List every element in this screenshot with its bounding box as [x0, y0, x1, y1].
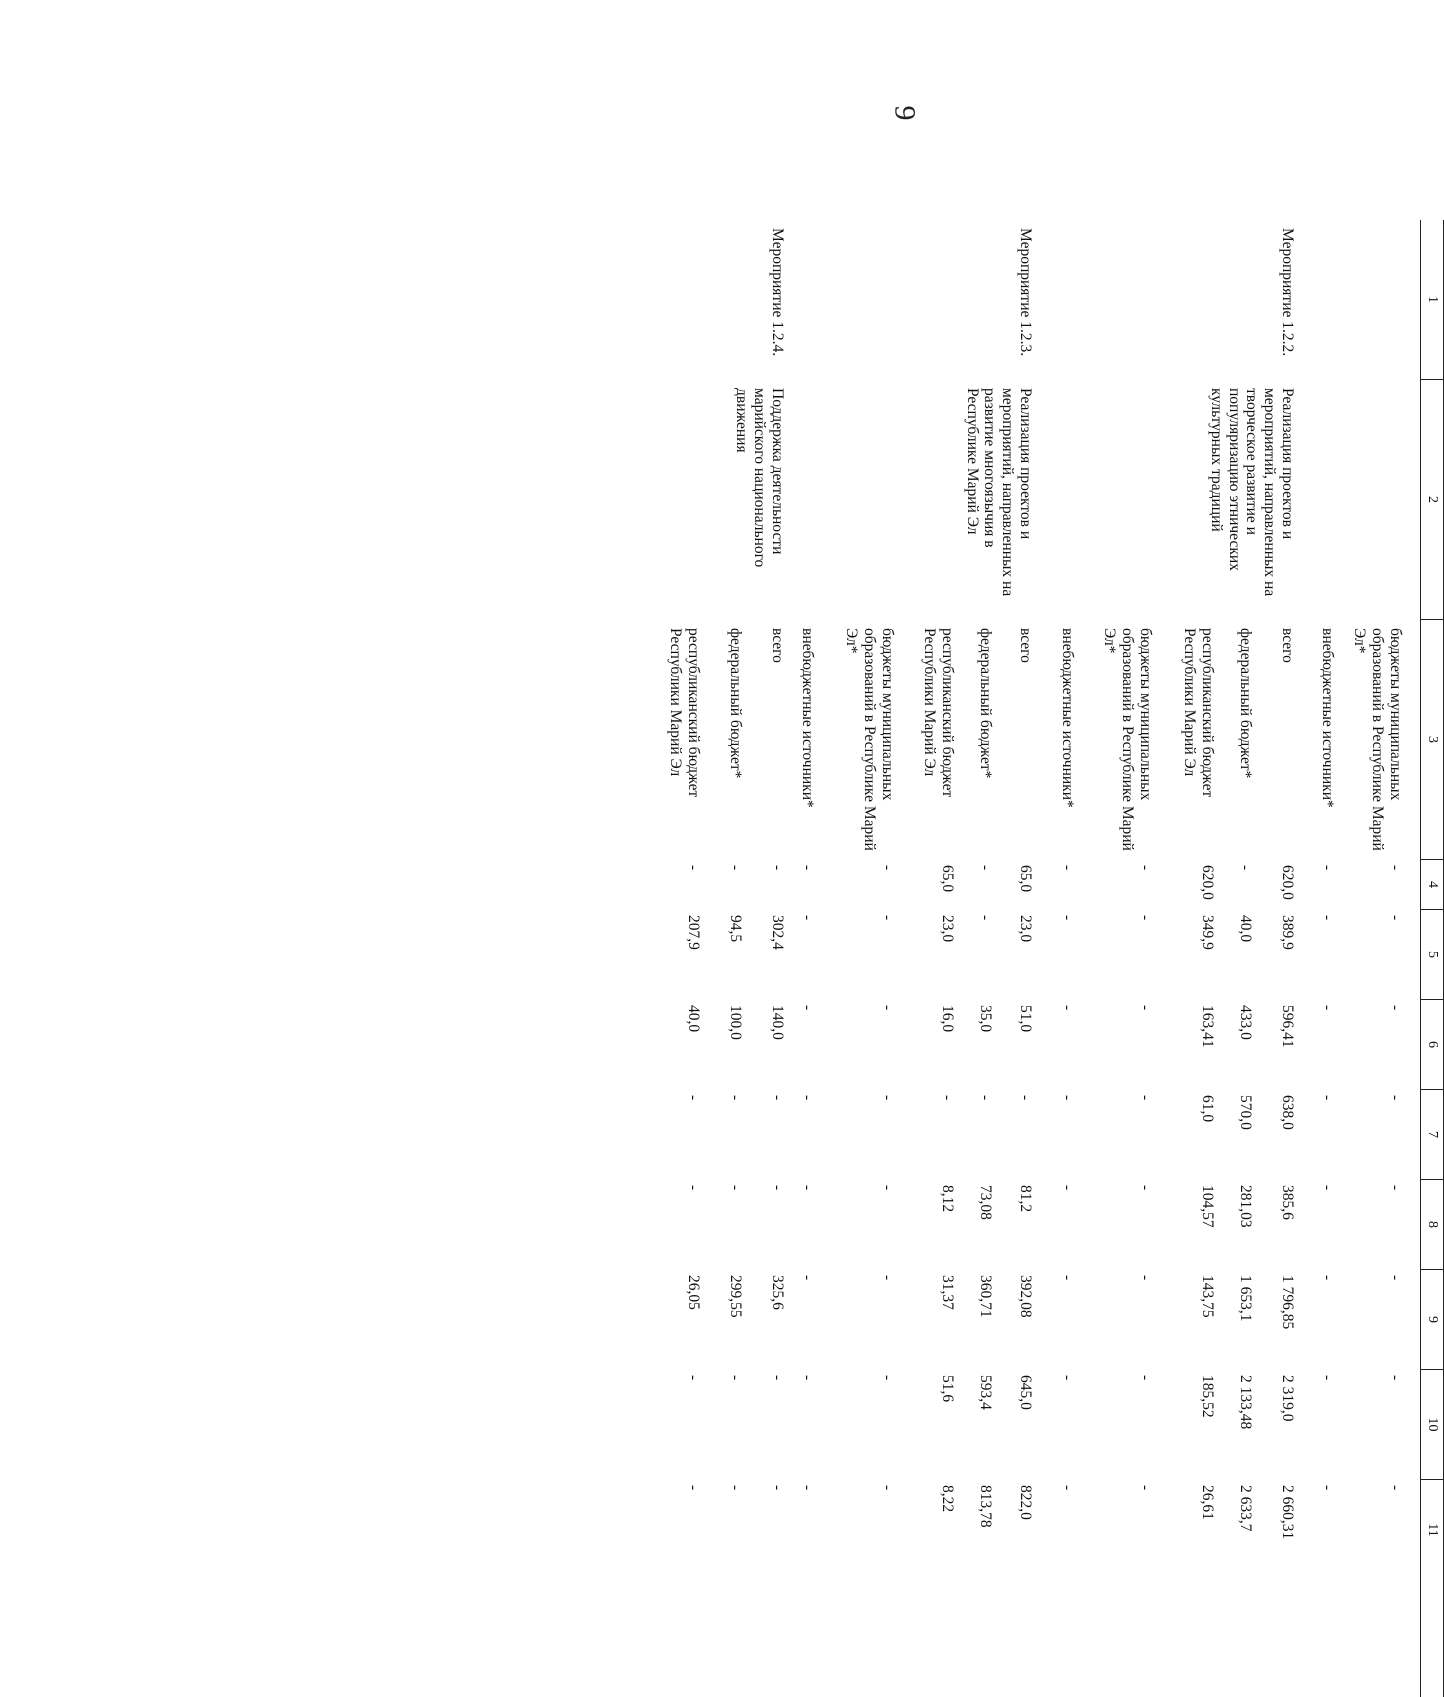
value-cell: 207,9 — [685, 915, 702, 950]
value-cell: 140,0 — [769, 1005, 786, 1040]
value-cell: 73,08 — [977, 1185, 994, 1220]
row-funding-source: внебюджетные источники* — [1319, 628, 1336, 808]
value-cell: - — [1319, 1275, 1336, 1281]
value-cell: - — [769, 865, 786, 871]
row-funding-source: всего — [769, 628, 786, 663]
value-cell: 620,0 — [1199, 865, 1216, 900]
row-funding-source: внебюджетные источники* — [1059, 628, 1076, 808]
value-cell: - — [1319, 915, 1336, 921]
value-cell: - — [769, 1095, 786, 1101]
value-cell: - — [685, 865, 702, 871]
row-activity-name: Реализация проектов и мероприятий, направленных на творческое развитие и популяризацию этнических культурных традиций — [1207, 388, 1296, 601]
value-cell: - — [879, 1185, 896, 1191]
value-cell: - — [799, 915, 816, 921]
row-funding-source: федеральный бюджет* — [727, 628, 744, 779]
value-cell: - — [1059, 1375, 1076, 1381]
value-cell: - — [1137, 1095, 1154, 1101]
column-header-7: 7 — [1421, 1090, 1443, 1180]
value-cell: 26,05 — [685, 1275, 702, 1310]
value-cell: 2 319,0 — [1279, 1375, 1296, 1422]
value-cell: - — [1137, 1185, 1154, 1191]
column-header-9: 9 — [1421, 1270, 1443, 1370]
row-funding-source: бюджеты муниципальных образований в Республике Марий Эл* — [1101, 628, 1154, 855]
value-cell: 51,0 — [1017, 1005, 1034, 1033]
rotated-table-stage — [554, 220, 1444, 1697]
page-number: 9 — [888, 105, 922, 121]
value-cell: 2 633,7 — [1237, 1485, 1254, 1532]
value-cell: 94,5 — [727, 915, 744, 943]
value-cell: - — [799, 865, 816, 871]
value-cell: - — [939, 1095, 956, 1101]
value-cell: - — [727, 1185, 744, 1191]
value-cell: 281,03 — [1237, 1185, 1254, 1228]
column-header-5: 5 — [1421, 910, 1443, 1000]
column-header-11: 11 — [1425, 1523, 1441, 1537]
value-cell: - — [1319, 1095, 1336, 1101]
column-header-1: 1 — [1421, 220, 1443, 380]
value-cell: - — [1137, 915, 1154, 921]
value-cell: 638,0 — [1279, 1095, 1296, 1130]
value-cell: 349,9 — [1199, 915, 1216, 950]
row-funding-source: всего — [1279, 628, 1296, 663]
value-cell: 596,41 — [1279, 1005, 1296, 1048]
value-cell: - — [769, 1185, 786, 1191]
value-cell: - — [1137, 1005, 1154, 1011]
value-cell: - — [1387, 1185, 1404, 1191]
value-cell: 2 133,48 — [1237, 1375, 1254, 1430]
value-cell: - — [1017, 1095, 1034, 1101]
column-header-6: 6 — [1421, 1000, 1443, 1090]
value-cell: 100,0 — [727, 1005, 744, 1040]
value-cell: 433,0 — [1237, 1005, 1254, 1040]
value-cell: 23,0 — [1017, 915, 1034, 943]
row-activity-name: Поддержка деятельности марийского национального движения — [733, 388, 786, 572]
value-cell: 51,6 — [939, 1375, 956, 1403]
value-cell: 16,0 — [939, 1005, 956, 1033]
value-cell: - — [799, 1485, 816, 1491]
value-cell: 325,6 — [769, 1275, 786, 1310]
value-cell: 1 653,1 — [1237, 1275, 1254, 1322]
row-funding-source: внебюджетные источники* — [799, 628, 816, 808]
value-cell: - — [769, 1375, 786, 1381]
row-activity-code: Мероприятие 1.2.3. — [1017, 228, 1034, 357]
value-cell: - — [879, 1005, 896, 1011]
value-cell: - — [977, 915, 994, 921]
value-cell: 299,55 — [727, 1275, 744, 1318]
value-cell: 8,12 — [939, 1185, 956, 1213]
row-funding-source: республиканский бюджет Республики Марий Эл — [1181, 628, 1216, 802]
value-cell: 302,4 — [769, 915, 786, 950]
value-cell: - — [727, 1375, 744, 1381]
value-cell: - — [1319, 1005, 1336, 1011]
value-cell: 8,22 — [939, 1485, 956, 1513]
value-cell: - — [727, 865, 744, 871]
value-cell: - — [799, 1375, 816, 1381]
value-cell: - — [977, 1095, 994, 1101]
value-cell: 40,0 — [685, 1005, 702, 1033]
value-cell: - — [1387, 1095, 1404, 1101]
value-cell: 31,37 — [939, 1275, 956, 1310]
value-cell: - — [685, 1485, 702, 1491]
column-header-3: 3 — [1421, 620, 1443, 860]
value-cell: 385,6 — [1279, 1185, 1296, 1220]
value-cell: - — [1137, 1375, 1154, 1381]
row-funding-source: республиканский бюджет Республики Марий Эл — [921, 628, 956, 802]
value-cell: - — [1387, 1375, 1404, 1381]
value-cell: - — [1137, 1275, 1154, 1281]
value-cell: 360,71 — [977, 1275, 994, 1318]
value-cell: 61,0 — [1199, 1095, 1216, 1123]
value-cell: - — [769, 1485, 786, 1491]
value-cell: 1 796,85 — [1279, 1275, 1296, 1330]
value-cell: 81,2 — [1017, 1185, 1034, 1213]
value-cell: - — [879, 865, 896, 871]
value-cell: - — [727, 1095, 744, 1101]
value-cell: - — [685, 1375, 702, 1381]
value-cell: - — [685, 1095, 702, 1101]
value-cell: - — [1237, 865, 1254, 871]
value-cell: - — [1387, 1485, 1404, 1491]
row-funding-source: федеральный бюджет* — [977, 628, 994, 779]
value-cell: - — [1137, 1485, 1154, 1491]
value-cell: - — [879, 1275, 896, 1281]
column-header-2: 2 — [1421, 380, 1443, 620]
value-cell: - — [1319, 865, 1336, 871]
value-cell: - — [1319, 1185, 1336, 1191]
value-cell: - — [879, 1375, 896, 1381]
value-cell: - — [977, 865, 994, 871]
value-cell: 645,0 — [1017, 1375, 1034, 1410]
column-header-4: 4 — [1421, 860, 1443, 910]
value-cell: 26,61 — [1199, 1485, 1216, 1520]
row-activity-name: Реализация проектов и мероприятий, направленных на развитие многоязычия в Республике Марий Эл — [963, 388, 1034, 601]
value-cell: - — [727, 1485, 744, 1491]
value-cell: 2 660,31 — [1279, 1485, 1296, 1540]
row-activity-code: Мероприятие 1.2.4. — [769, 228, 786, 357]
row-funding-source: всего — [1017, 628, 1034, 663]
row-activity-code: Мероприятие 1.2.2. — [1279, 228, 1296, 357]
value-cell: - — [1059, 1005, 1076, 1011]
value-cell: - — [1319, 1485, 1336, 1491]
value-cell: - — [1387, 915, 1404, 921]
value-cell: 143,75 — [1199, 1275, 1216, 1318]
value-cell: - — [1059, 865, 1076, 871]
value-cell: 163,41 — [1199, 1005, 1216, 1048]
value-cell: - — [879, 1095, 896, 1101]
value-cell: 389,9 — [1279, 915, 1296, 950]
value-cell: - — [1387, 865, 1404, 871]
value-cell: - — [799, 1275, 816, 1281]
value-cell: - — [879, 1485, 896, 1491]
value-cell: 570,0 — [1237, 1095, 1254, 1130]
row-funding-source: бюджеты муниципальных образований в Республике Марий Эл* — [1351, 628, 1404, 855]
value-cell: - — [799, 1095, 816, 1101]
value-cell: 813,78 — [977, 1485, 994, 1528]
value-cell: 185,52 — [1199, 1375, 1216, 1418]
value-cell: - — [1059, 915, 1076, 921]
value-cell: 40,0 — [1237, 915, 1254, 943]
row-funding-source: республиканский бюджет Республики Марий Эл — [667, 628, 702, 802]
value-cell: 23,0 — [939, 915, 956, 943]
value-cell: - — [799, 1185, 816, 1191]
value-cell: 620,0 — [1279, 865, 1296, 900]
value-cell: 822,0 — [1017, 1485, 1034, 1520]
row-funding-source: бюджеты муниципальных образований в Республике Марий Эл* — [843, 628, 896, 855]
value-cell: 104,57 — [1199, 1185, 1216, 1228]
value-cell: - — [1137, 865, 1154, 871]
row-funding-source: федеральный бюджет* — [1237, 628, 1254, 779]
value-cell: 593,4 — [977, 1375, 994, 1410]
value-cell: - — [879, 915, 896, 921]
value-cell: - — [1059, 1275, 1076, 1281]
column-header-10: 10 — [1421, 1370, 1443, 1480]
value-cell: - — [685, 1185, 702, 1191]
value-cell: 392,08 — [1017, 1275, 1034, 1318]
value-cell: - — [1059, 1485, 1076, 1491]
value-cell: - — [1059, 1185, 1076, 1191]
value-cell: 65,0 — [939, 865, 956, 893]
value-cell: - — [799, 1005, 816, 1011]
value-cell: - — [1319, 1375, 1336, 1381]
column-header-row — [1420, 220, 1444, 1697]
value-cell: - — [1387, 1005, 1404, 1011]
column-header-8: 8 — [1421, 1180, 1443, 1270]
value-cell: - — [1387, 1275, 1404, 1281]
value-cell: - — [1059, 1095, 1076, 1101]
value-cell: 35,0 — [977, 1005, 994, 1033]
value-cell: 65,0 — [1017, 865, 1034, 893]
